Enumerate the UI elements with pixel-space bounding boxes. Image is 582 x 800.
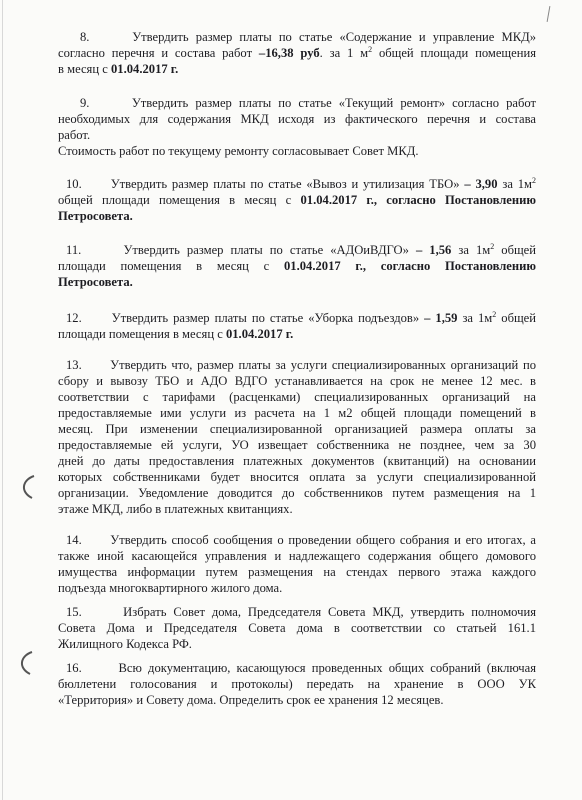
item-14: 14. Утвердить способ сообщения о проведении общего собрания и его итогах, а также иной касающейся управления и надлежащего содержания общего домового имущества информации путем размещения на стендах первого этажа каждого подъезда многоквартирного жилого дома.	[58, 533, 536, 595]
punch-mark-bottom	[14, 650, 36, 676]
punch-mark-top	[16, 474, 38, 500]
pencil-mark	[547, 6, 551, 22]
item-number: 11.	[66, 243, 82, 257]
item-10: 10. Утвердить размер платы по статье «Вывоз и утилизация ТБО» – 3,90 за $1м^2$ общей площади помещения в месяц с 01.04.2017 г., согласно Постановлению Петросовета.	[58, 175, 537, 223]
item-number: 14.	[66, 533, 82, 547]
item-number: 9.	[80, 96, 90, 110]
item-number: 15.	[66, 605, 82, 619]
item-11: 11. Утвердить размер платы по статье «АДОиВДГО» – 1,56 за $1м^2$ общей площади помещения в месяц с 01.04.2017 г., согласно Постановлению Петросовета.	[58, 241, 536, 289]
scan-edge-line	[2, 0, 3, 800]
item-number: 16.	[66, 661, 82, 675]
item-8: 8. Утвердить размер платы по статье «Содержание и управление МКД» согласно перечня и состава работ –16,38 руб. за 1 $м^2$ общей площади помещения в месяц с 01.04.2017 г.	[58, 30, 537, 76]
item-16: 16. Всю документацию, касающуюся проведенных общих собраний (включая бюллетени голосования и протоколы) передать на хранение в ООО УК «Территория» и Совету дома. Определить срок ее хранения 12 месяцев.	[58, 661, 536, 707]
item-15: 15. Избрать Совет дома, Председателя Совета МКД, утвердить полномочия Совета Дома и Председателя Совета дома в соответствии со статьей 161.1 Жилищного Кодекса РФ.	[58, 605, 537, 651]
item-13: 13. Утвердить что, размер платы за услуги специализированных организаций по сбору и вывозу ТБО и АДО ВДГО устанавливается на срок не менее 12 мес. в соответствии с тарифами (расценками) специализированных организаций на предоставляемые ими услуги из расчета на 1 м2 общей площади помещений в месяц. При изменении специализированной организацией размера оплаты за предоставляемые ей услуги, УО извещает собственника не позднее, чем за 30 дней до даты предоставления платежных документов (квитанций) на основании которых собственниками будет вносится оплата за услуги специализированной организации. Уведомление доводится до собственников путем размещения на 1 этаже МКД, либо в платежных квитанциях.	[58, 358, 536, 516]
item-number: 10.	[66, 177, 82, 191]
item-number: 12.	[66, 311, 82, 325]
item-number: 13.	[66, 358, 82, 372]
item-number: 8.	[80, 30, 90, 44]
item-12: 12. Утвердить размер платы по статье «Уборка подъездов» – 1,59 за $1м^2$ общей площади помещения в месяц с 01.04.2017 г.	[58, 309, 536, 341]
item-9: 9. Утвердить размер платы по статье «Текущий ремонт» согласно работ необходимых для содержания МКД исходя из фактического перечня и состава работ. Стоимость работ по текущему ремонту согласовывает Совет МКД.	[58, 96, 536, 158]
